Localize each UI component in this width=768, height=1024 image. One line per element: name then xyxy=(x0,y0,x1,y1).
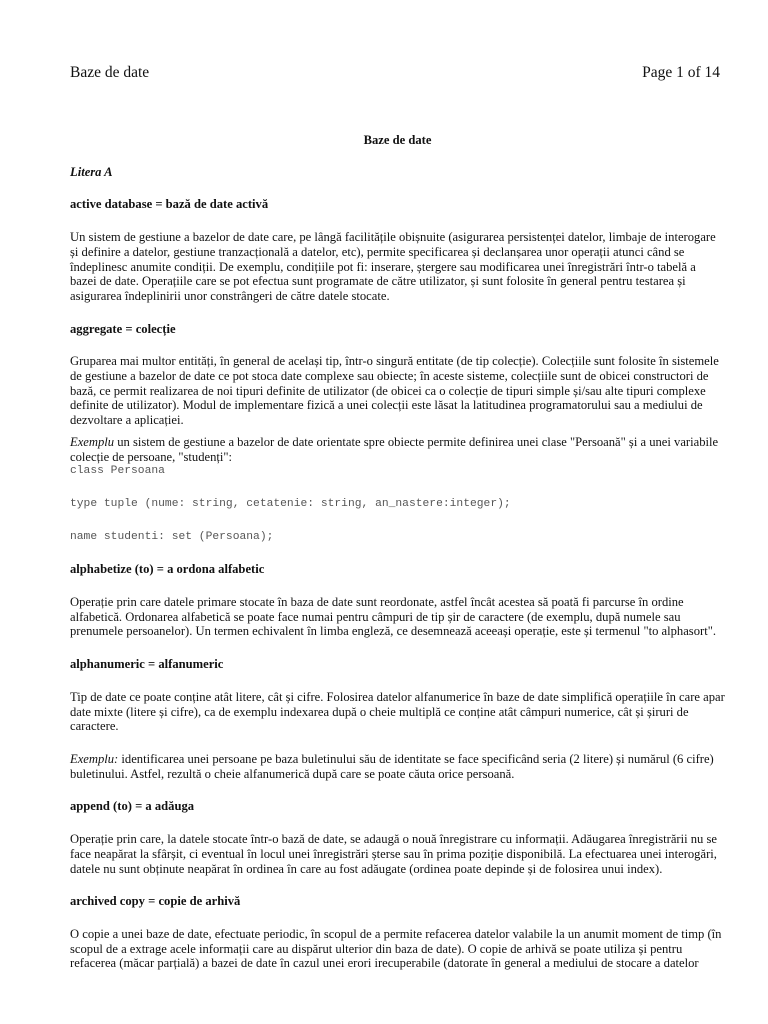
term-aggregate: aggregate = colecție xyxy=(70,321,176,336)
document-body xyxy=(70,133,725,989)
letter-heading: Litera A xyxy=(70,164,113,179)
definition-alphanumeric: Tip de date ce poate conține atât litere, cât și cifre. Folosirea datelor alfanumerice în baze de date simplifică operațiile în care apar date mixte (litere și cifre), ca de exemplu indexarea după o cheie multiplă ce conține atât câmpuri numerice, cât și șiruri de caractere. xyxy=(70,689,725,734)
definition-active-database: Un sistem de gestiune a bazelor de date care, pe lângă facilitățile obișnuite (asigurarea persistenței datelor, limbaje de interogare și definire a datelor, gestiune tranzacțională a datelor, etc), permite specificarea și declanșarea unor operații atunci când se îndeplinesc anumite condiții. De exemplu, condițiile pot fi: inserare, ștergere sau modificarea unei înregistrări într-o tabelă a bazei de date. Operațiile care se pot efectua sunt programate de către utilizator, și sunt folosite în general pentru testarea și asigurarea îndeplinirii unor constrângeri de către datele stocate. xyxy=(70,230,716,303)
code-line: class Persoana xyxy=(70,465,165,478)
document-title: Baze de date xyxy=(363,133,432,147)
code-line: type tuple (nume: string, cetatenie: string, an_nastere:integer); xyxy=(70,497,511,510)
code-line: name studenti: set (Persoana); xyxy=(70,530,274,543)
example-label: Exemplu xyxy=(70,434,115,449)
page-number: Page 1 of 14 xyxy=(642,64,720,81)
running-header-title: Baze de date xyxy=(70,64,150,81)
example-text: identificarea unei persoane pe baza buletinului său de identitate se face specificând seria (2 litere) și numărul (6 cifre) buletinului. Astfel, rezultă o cheie alfanumerică după care se poate căuta orice persoană. xyxy=(70,751,714,781)
term-archived-copy: archived copy = copie de arhivă xyxy=(70,894,241,909)
term-alphanumeric: alphanumeric = alfanumeric xyxy=(70,657,224,672)
example-label: Exemplu: xyxy=(70,751,119,766)
definition-append: Operație prin care, la datele stocate într-o bază de date, se adaugă o nouă înregistrare cu informații. Adăugarea înregistrării nu se face neapărat la sfârșit, ci eventual în locul unei înregistrări șterse sau în prima poziție disponibilă. La efectuarea unei interogări, datele nu sunt obținute neapărat în ordinea în care au fost adăugate (ordinea poate depinde și de folosirea unui index). xyxy=(70,832,717,876)
term-append: append (to) = a adăuga xyxy=(70,799,195,814)
definition-aggregate: Gruparea mai multor entități, în general de același tip, într-o singură entitate (de tip colecție). Colecțiile sunt folosite în sistemele de gestiune a bazelor de date ce pot stoca date complexe sau obiecte; în aceste sisteme, colecțiile sunt de obicei constructori de bază, ce permit realizarea de noi tipuri definite de utilizator (de obicei ca o colecție de tipuri simple și/sau alte tipuri complexe definite de utilizator). Modul de implementare fizică a unei colecții este lăsat la latitudinea programatorului sau a mediului de dezvoltare a aplicației. xyxy=(70,354,719,428)
example-alphanumeric xyxy=(70,752,725,781)
term-alphabetize: alphabetize (to) = a ordona alfabetic xyxy=(70,562,265,577)
example-text: un sistem de gestiune a bazelor de date orientate spre obiecte permite definirea unei clase "Persoană" și a unei variabile colecție de persoane, "studenți": xyxy=(70,434,719,464)
example-aggregate xyxy=(70,435,725,464)
definition-archived-copy: O copie a unei baze de date, efectuate periodic, în scopul de a permite refacerea datelor valabile la un anumit moment de timp (în scopul de a extrage acele informații care au dispărut ulterior din baza de date). O copie de arhivă se poate utiliza și pentru refacerea (măcar parțială) a bazei de date în cazul unei erori irecuperabile (datorate în general a mediului de stocare a datelor xyxy=(70,926,722,971)
term-active-database: active database = bază de date activă xyxy=(70,197,269,212)
definition-alphabetize: Operație prin care datele primare stocate în baza de date sunt reordonate, astfel încât acestea să poată fi parcurse în ordine alfabetică. Ordonarea alfabetică se poate face numai pentru câmpuri de tip șir de caractere (de exemplu, după numele sau prenumele persoanelor). Un termen echivalent în limba engleză, ce desemnează aceeași operație, este și termenul "to alphasort". xyxy=(70,595,716,639)
